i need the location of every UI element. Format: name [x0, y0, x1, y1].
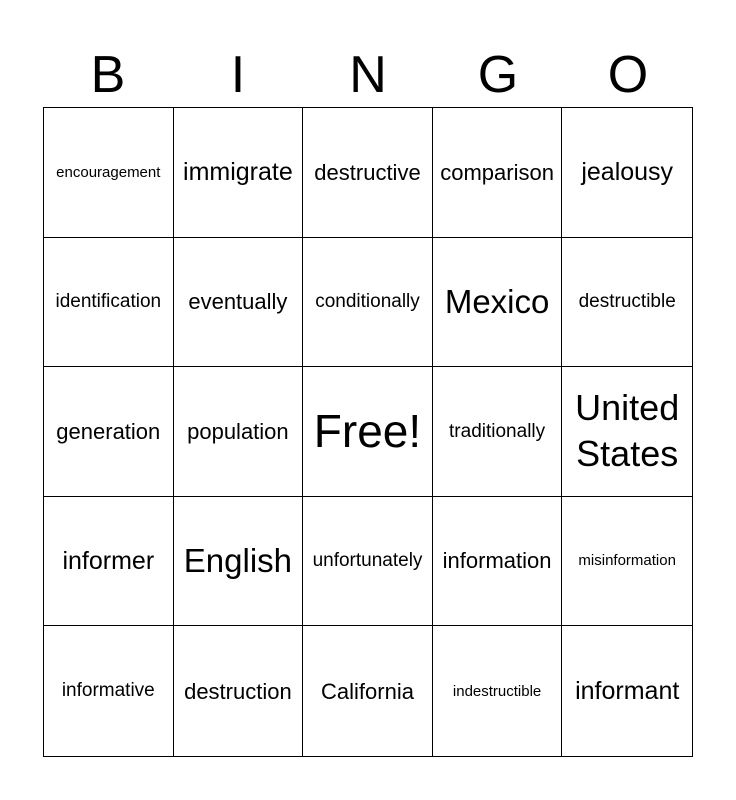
bingo-cell-r2c3[interactable]: conditionally [303, 238, 433, 368]
bingo-cell-r3c4[interactable]: traditionally [433, 367, 563, 497]
bingo-cell-r5c5[interactable]: informant [575, 676, 680, 705]
bingo-cell-r1c4[interactable]: comparison [433, 108, 563, 238]
bingo-cell-r2c4[interactable]: Mexico [433, 238, 563, 368]
bingo-cell-r5c4[interactable]: indestructible [433, 626, 563, 756]
bingo-card-grid [43, 107, 693, 757]
bingo-cell-r1c1[interactable]: encouragement [44, 108, 174, 238]
bingo-cell-r5c1[interactable]: informative [44, 626, 174, 756]
bingo-cell-r3c2[interactable]: population [174, 367, 304, 497]
bingo-cell-r2c5[interactable]: destructible [562, 238, 692, 368]
header-letter-i: I [230, 46, 246, 104]
bingo-cell-r2c1[interactable]: identification [44, 238, 174, 368]
bingo-cell-r1c2[interactable]: immigrate [174, 108, 304, 238]
bingo-cell-r1c5[interactable]: jealousy [562, 108, 692, 238]
bingo-cell-r4c2[interactable]: English [174, 497, 304, 627]
header-letter-g: G [477, 46, 519, 104]
bingo-cell-r5c3[interactable]: California [303, 626, 433, 756]
free-space-cell[interactable]: Free! [303, 367, 433, 497]
bingo-cell-r1c3[interactable]: destructive [303, 108, 433, 238]
bingo-cell-r3c1[interactable]: generation [44, 367, 174, 497]
bingo-header [43, 44, 693, 106]
header-letter-o: O [607, 46, 649, 104]
bingo-cell-r4c5[interactable]: misinformation [562, 497, 692, 627]
bingo-cell-r4c4[interactable]: information [433, 497, 563, 627]
bingo-cell-r2c2[interactable]: eventually [174, 238, 304, 368]
bingo-cell-r5c2[interactable]: destruction [174, 626, 304, 756]
header-letter-b: B [90, 46, 126, 104]
bingo-cell-r3c5[interactable]: United States [562, 367, 692, 497]
bingo-cell-r4c1[interactable]: informer [44, 497, 174, 627]
bingo-cell-r4c3[interactable]: unfortunately [303, 497, 433, 627]
header-letter-n: N [349, 46, 387, 104]
